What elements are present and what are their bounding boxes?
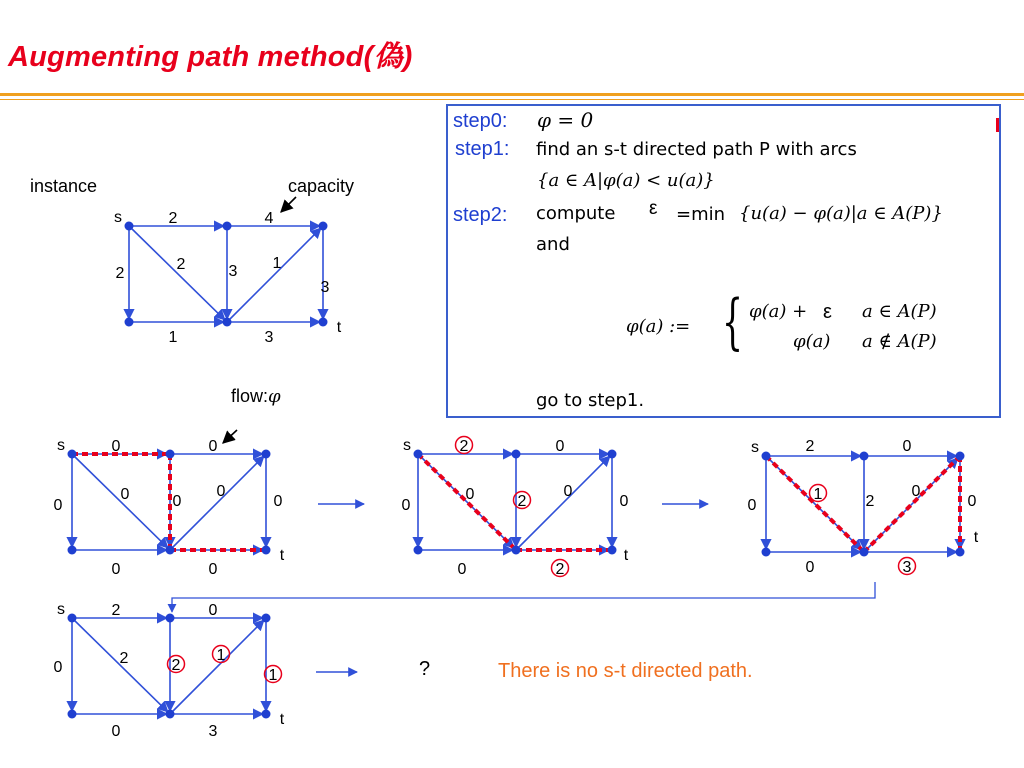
flow2-node-s — [414, 450, 423, 459]
flow3-value-s_d: 1 — [813, 486, 823, 503]
instance-node-b — [319, 222, 328, 231]
instance-value-b_t: 3 — [320, 279, 330, 296]
page-title: Augmenting path method(偽) — [8, 41, 413, 73]
flow1-node-a — [166, 450, 175, 459]
flow2-value-a_d: 2 — [517, 493, 527, 510]
flow4-node-t — [262, 710, 271, 719]
instance-value-d_t: 3 — [264, 329, 274, 346]
instance-label: instance — [30, 176, 98, 196]
case1-epsilon: ε — [823, 301, 832, 323]
flow2-value-d_b: 0 — [563, 483, 573, 500]
flow4-value-s_c: 0 — [53, 659, 63, 676]
flow4-value-b_t: 1 — [268, 667, 278, 684]
instance-node-t — [319, 318, 328, 327]
flow1-node-s — [68, 450, 77, 459]
and-text: and — [536, 234, 570, 255]
case1-expr: φ(a) + — [749, 301, 808, 322]
flow3-value-a_d: 2 — [865, 493, 875, 510]
flow3-value-d_t: 3 — [902, 559, 912, 576]
step0-formula: φ = 0 — [537, 108, 594, 132]
flow4-node-c — [68, 710, 77, 719]
flow3-value-b_t: 0 — [967, 493, 977, 510]
flow2-t-label: t — [623, 547, 629, 564]
flow2-node-c — [414, 546, 423, 555]
flow4-value-s_a: 2 — [111, 602, 121, 619]
instance-node-c — [125, 318, 134, 327]
instance-value-c_d: 1 — [168, 329, 178, 346]
step1-label: step1: — [455, 138, 510, 160]
flow2-node-d — [512, 546, 521, 555]
flow1-s-label: s — [57, 437, 65, 454]
flow1-value-b_t: 0 — [273, 493, 283, 510]
flow3-node-b — [956, 452, 965, 461]
flow1-edge-d-b — [170, 456, 264, 550]
flow-label: flow:φ — [231, 386, 281, 407]
flow1-value-a_d: 0 — [172, 493, 182, 510]
case2-condition: a ∉ A(P) — [862, 331, 937, 352]
flow3-node-c — [762, 548, 771, 557]
flow4-node-a — [166, 614, 175, 623]
flow1-value-d_t: 0 — [208, 561, 218, 578]
flow1-value-c_d: 0 — [111, 561, 121, 578]
instance-node-a — [223, 222, 232, 231]
flow4-value-d_b: 1 — [216, 647, 226, 664]
case-brace: { — [722, 287, 744, 357]
instance-s-label: s — [114, 209, 122, 226]
flow2-node-t — [608, 546, 617, 555]
flow2-value-c_d: 0 — [457, 561, 467, 578]
flow3-value-s_a: 2 — [805, 438, 815, 455]
epsilon-symbol: ε — [649, 198, 658, 219]
flow3-node-s — [762, 452, 771, 461]
flow2-s-label: s — [403, 437, 411, 454]
flow3-value-d_b: 0 — [911, 483, 921, 500]
flow1-node-b — [262, 450, 271, 459]
flow1-node-d — [166, 546, 175, 555]
flow2-value-s_d: 0 — [465, 486, 475, 503]
instance-edge-d-b — [227, 228, 321, 322]
goto-text: go to step1. — [536, 390, 645, 411]
flow1-value-d_b: 0 — [216, 483, 226, 500]
flow3-node-a — [860, 452, 869, 461]
flow3-value-s_c: 0 — [747, 497, 757, 514]
flow4-s-label: s — [57, 601, 65, 618]
flow2-value-a_b: 0 — [555, 438, 565, 455]
flow3-node-d — [860, 548, 869, 557]
instance-value-s_d: 2 — [176, 256, 186, 273]
flow4-node-b — [262, 614, 271, 623]
case1-condition: a ∈ A(P) — [862, 301, 937, 322]
flow3-node-t — [956, 548, 965, 557]
flow3-value-c_d: 0 — [805, 559, 815, 576]
flow4-value-a_d: 2 — [171, 657, 181, 674]
step1-text: find an s-t directed path P with arcs — [536, 139, 857, 160]
flow-pointer-arrow — [223, 430, 237, 443]
step0-label: step0: — [453, 110, 508, 132]
instance-value-s_a: 2 — [168, 210, 178, 227]
flow4-node-s — [68, 614, 77, 623]
capacity-label: capacity — [288, 176, 355, 196]
instance-value-a_d: 3 — [228, 263, 238, 280]
flow2-value-s_c: 0 — [401, 497, 411, 514]
flow4-value-d_t: 3 — [208, 723, 218, 740]
arrow-flow3-to-flow4 — [172, 582, 875, 612]
step2-compute: compute — [536, 203, 616, 224]
flow3-t-label: t — [973, 529, 979, 546]
flow2-node-b — [608, 450, 617, 459]
step1-set: {a ∈ A|φ(a) < u(a)} — [537, 170, 715, 191]
flow1-value-s_a: 0 — [111, 438, 121, 455]
step2-label: step2: — [453, 204, 508, 226]
instance-t-label: t — [336, 319, 342, 336]
flow1-value-s_d: 0 — [120, 486, 130, 503]
instance-value-a_b: 4 — [264, 210, 274, 227]
flow1-value-s_c: 0 — [53, 497, 63, 514]
flow1-node-c — [68, 546, 77, 555]
flow2-value-b_t: 0 — [619, 493, 629, 510]
flow4-value-a_b: 0 — [208, 602, 218, 619]
instance-value-d_b: 1 — [272, 255, 282, 272]
flow2-value-s_a: 2 — [459, 438, 469, 455]
flow1-node-t — [262, 546, 271, 555]
step2-min: =min — [676, 204, 726, 225]
case2-expr: φ(a) — [793, 331, 831, 352]
instance-value-s_c: 2 — [115, 265, 125, 282]
flow4-value-s_d: 2 — [119, 650, 129, 667]
flow4-node-d — [166, 710, 175, 719]
step2-set: {u(a) − φ(a)|a ∈ A(P)} — [739, 203, 943, 224]
flow4-t-label: t — [279, 711, 285, 728]
flow1-value-a_b: 0 — [208, 438, 218, 455]
flow3-value-a_b: 0 — [902, 438, 912, 455]
update-lhs: φ(a) := — [626, 316, 691, 337]
conclusion-text: There is no s-t directed path. — [498, 660, 753, 682]
question-mark: ? — [419, 658, 431, 680]
flow2-node-a — [512, 450, 521, 459]
flow2-value-d_t: 2 — [555, 561, 565, 578]
instance-node-s — [125, 222, 134, 231]
flow3-s-label: s — [751, 439, 759, 456]
instance-node-d — [223, 318, 232, 327]
capacity-pointer-arrow — [281, 197, 296, 212]
flow1-t-label: t — [279, 547, 285, 564]
flow4-value-c_d: 0 — [111, 723, 121, 740]
